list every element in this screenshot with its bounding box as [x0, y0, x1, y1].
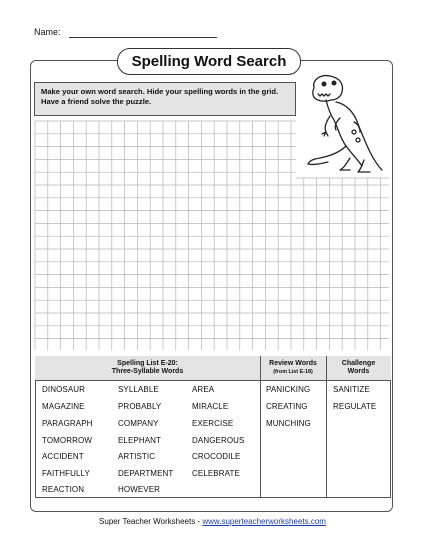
review-words-header: Review Words (from List E-18) [260, 356, 326, 381]
challenge-word: REGULATE [333, 402, 377, 411]
column-divider [326, 356, 327, 498]
review-word: MUNCHING [266, 419, 311, 428]
spelling-word: CROCODILE [192, 452, 241, 461]
spelling-word: DEPARTMENT [118, 469, 174, 478]
spelling-word: EXERCISE [192, 419, 234, 428]
spelling-word: MAGAZINE [42, 402, 85, 411]
instructions-box: Make your own word search. Hide your spelling words in the grid. Have a friend solve the puzzle. [34, 82, 296, 116]
worksheet-title: Spelling Word Search [117, 48, 301, 75]
name-label: Name: [34, 27, 61, 37]
review-word: PANICKING [266, 385, 311, 394]
column-divider [260, 356, 261, 498]
spelling-word: ACCIDENT [42, 452, 84, 461]
spelling-word: PARAGRAPH [42, 419, 93, 428]
spelling-word: MIRACLE [192, 402, 229, 411]
challenge-words-header: Challenge Words [326, 356, 391, 381]
spelling-word: SYLLABLE [118, 385, 159, 394]
spelling-word: DANGEROUS [192, 436, 245, 445]
spelling-word: HOWEVER [118, 485, 161, 494]
footer-text: Super Teacher Worksheets - [99, 517, 203, 526]
spelling-list-header: Spelling List E-20: Three-Syllable Words [35, 356, 260, 381]
challenge-word: SANITIZE [333, 385, 370, 394]
spelling-word: ELEPHANT [118, 436, 162, 445]
spelling-word: PROBABLY [118, 402, 162, 411]
spelling-word: ARTISTIC [118, 452, 156, 461]
review-word: CREATING [266, 402, 308, 411]
footer [0, 517, 425, 526]
spelling-word: COMPANY [118, 419, 159, 428]
spelling-word: DINOSAUR [42, 385, 86, 394]
dinosaur-illustration [300, 72, 386, 176]
spelling-word: TOMORROW [42, 436, 92, 445]
spelling-word: AREA [192, 385, 215, 394]
spelling-word: REACTION [42, 485, 85, 494]
spelling-word: FAITHFULLY [42, 469, 90, 478]
spelling-word: CELEBRATE [192, 469, 240, 478]
footer-link[interactable]: www.superteacherworksheets.com [202, 517, 326, 526]
